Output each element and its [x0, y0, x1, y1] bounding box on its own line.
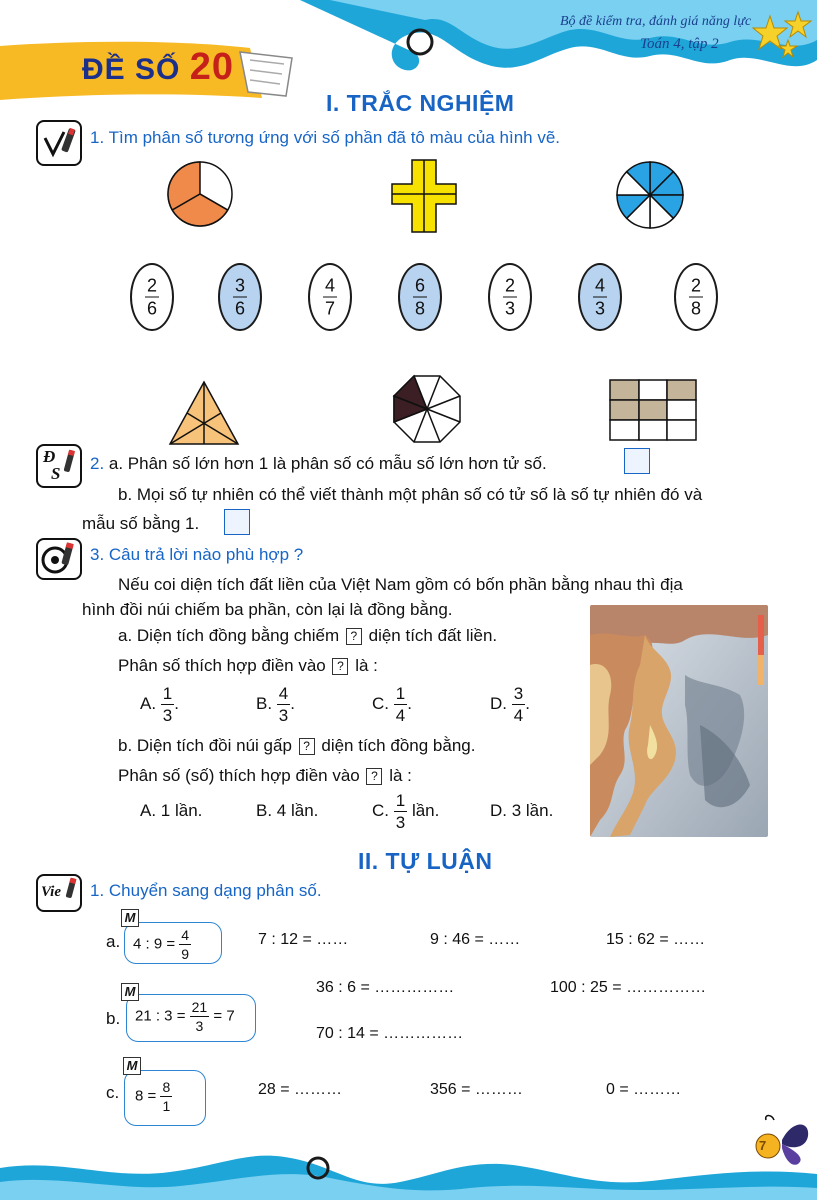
q3b-line1 — [118, 736, 475, 756]
q2-statement-b-line1: b. Mọi số tự nhiên có thể viết thành một phân số có tử số là số tự nhiên đó và — [118, 485, 703, 504]
denominator: 6 — [234, 298, 246, 319]
model-expression — [135, 1080, 172, 1113]
fraction-option[interactable] — [218, 263, 262, 331]
tag-false: S — [51, 464, 61, 483]
section-title-essay: II. TỰ LUẬN — [358, 848, 493, 874]
row-a-label: a. — [106, 932, 121, 951]
footer-wave-decoration — [0, 1128, 817, 1200]
denominator: 3 — [195, 1018, 204, 1034]
fraction-option[interactable] — [308, 263, 352, 331]
exam-label: ĐỀ SỐ — [82, 53, 181, 86]
fraction-option[interactable] — [674, 263, 718, 331]
denominator: 7 — [324, 298, 336, 319]
numerator: 2 — [146, 275, 158, 296]
model-example-a — [124, 910, 222, 964]
blank-box[interactable]: ? — [332, 658, 348, 675]
answer-box-q2a[interactable] — [624, 448, 650, 474]
option-label: A. — [140, 693, 157, 713]
numerator: 2 — [504, 275, 516, 296]
q2-statement-b-line2: mẫu số bằng 1. — [82, 514, 200, 533]
numerator: 4 — [181, 927, 190, 943]
numerator: 4 — [278, 684, 289, 703]
denominator: 8 — [414, 298, 426, 319]
true-false-tag — [36, 444, 82, 488]
model-pre: 8 = — [135, 1087, 157, 1105]
cross-figure — [390, 158, 458, 234]
numerator: 2 — [690, 275, 702, 296]
q3a-option-b[interactable]: B. $\frac{4}{3}$ . — [256, 684, 295, 725]
q3b-line2 — [118, 766, 412, 786]
denominator: 9 — [181, 946, 190, 962]
q3-intro-line1: Nếu coi diện tích đất liền của Việt Nam gồm có bốn phần bằng nhau thì địa — [118, 575, 683, 594]
q1-title: 1. Tìm phân số tương ứng với số phần đã tô màu của hình vẽ. — [90, 128, 561, 147]
numerator: 21 — [191, 999, 208, 1015]
octagon-eighths-figure — [392, 374, 462, 444]
e1-title: 1. Chuyển sang dạng phân số. — [90, 881, 322, 900]
q3a-line1-pre: a. Diện tích đồng bằng chiếm — [118, 626, 340, 645]
exercise-item[interactable]: 0 = ……… — [606, 1081, 682, 1098]
q3a-line1 — [118, 626, 497, 646]
tag-true: Đ — [43, 447, 56, 466]
denominator: 8 — [690, 298, 702, 319]
q3a-option-d[interactable]: D. $\frac{3}{4}$ . — [490, 684, 530, 725]
denominator: 3 — [504, 298, 516, 319]
denominator: 1 — [162, 1098, 171, 1114]
numerator: 3 — [513, 684, 524, 703]
model-tag: M — [123, 1057, 141, 1075]
numerator: 3 — [234, 275, 246, 296]
page-number: 7 — [759, 1138, 767, 1153]
rectangle-grid-figure — [608, 378, 698, 442]
q2-statement-a — [90, 454, 547, 474]
disc-pencil-icon — [36, 538, 82, 580]
q2-number: 2. — [90, 454, 105, 473]
book-subtitle: Toán 4, tập 2 — [640, 36, 719, 52]
q3a-option-c[interactable]: C. $\frac{1}{4}$ . — [372, 684, 412, 725]
option-label: D. — [490, 693, 507, 713]
q3a-line2-post: là : — [355, 656, 378, 675]
q3b-option-b[interactable]: B. 4 lần. — [256, 801, 319, 820]
numerator: 6 — [414, 275, 426, 296]
circle-thirds-figure — [166, 160, 234, 228]
vietnam-relief-map — [590, 605, 768, 837]
q3b-line1-post: diện tích đồng bằng. — [321, 736, 476, 755]
q3b-option-d[interactable]: D. 3 lần. — [490, 801, 554, 820]
denominator: 4 — [513, 706, 524, 725]
q3b-line2-pre: Phân số (số) thích hợp điền vào — [118, 766, 360, 785]
tick-pencil-icon — [36, 120, 82, 166]
section-title-multiple-choice: I. TRẮC NGHIỆM — [326, 90, 515, 116]
model-pre: 4 : 9 = — [133, 935, 176, 953]
exercise-item[interactable]: 7 : 12 = …… — [258, 931, 349, 948]
numerator: 1 — [395, 684, 406, 703]
numerator: 4 — [324, 275, 336, 296]
denominator: 3 — [278, 706, 289, 725]
option-label: C. — [372, 800, 389, 820]
model-example-c — [124, 1058, 206, 1126]
exercise-item[interactable]: 15 : 62 = …… — [606, 931, 706, 948]
exercise-item[interactable]: 100 : 25 = …………… — [550, 979, 707, 996]
book-title: Bộ đề kiểm tra, đánh giá năng lực — [560, 14, 752, 29]
denominator: 3 — [594, 298, 606, 319]
q3b-line2-post: là : — [389, 766, 412, 785]
circle-eighths-figure — [615, 160, 685, 230]
row-c-label: c. — [106, 1083, 120, 1102]
option-label: B. — [256, 693, 273, 713]
numerator: 8 — [162, 1079, 171, 1095]
model-tag: M — [121, 983, 139, 1001]
numerator: 4 — [594, 275, 606, 296]
q3a-line1-post: diện tích đất liền. — [368, 626, 498, 645]
model-example-b — [124, 984, 256, 1042]
q3a-line2-pre: Phân số thích hợp điền vào — [118, 656, 326, 675]
denominator: 6 — [146, 298, 158, 319]
blank-box[interactable]: ? — [346, 628, 362, 645]
q3-title: 3. Câu trả lời nào phù hợp ? — [90, 545, 304, 564]
q3-intro-line2: hình đồi núi chiếm ba phần, còn lại là đồng bằng. — [82, 600, 453, 619]
fraction-option[interactable] — [398, 263, 442, 331]
stars-decoration — [752, 6, 817, 68]
q3b-line1-pre: b. Diện tích đồi núi gấp — [118, 736, 292, 755]
q3b-option-c[interactable] — [372, 792, 439, 831]
answer-box-q2b[interactable] — [224, 509, 250, 535]
exercise-item[interactable]: 36 : 6 = …………… — [316, 979, 455, 996]
q2-a-text: a. Phân số lớn hơn 1 là phân số có mẫu số lớn hơn tử số. — [104, 454, 547, 473]
exercise-item[interactable]: 9 : 46 = …… — [430, 931, 521, 948]
exercise-item[interactable]: 356 = ……… — [430, 1081, 523, 1098]
exam-number: 20 — [189, 46, 234, 88]
fraction-option[interactable] — [488, 263, 532, 331]
q3b-option-a[interactable]: A. 1 lần. — [140, 801, 203, 820]
model-pre: 21 : 3 = — [135, 1007, 186, 1025]
option-suffix: lần. — [411, 800, 440, 820]
model-tag: M — [121, 909, 139, 927]
exam-number-heading — [82, 46, 234, 89]
blank-box[interactable]: ? — [299, 738, 315, 755]
denominator: 4 — [395, 706, 406, 725]
write-tag — [36, 874, 82, 912]
write-tag-text: Vie — [41, 884, 62, 900]
denominator: 3 — [162, 706, 173, 725]
row-b-label: b. — [106, 1009, 121, 1028]
model-expression — [133, 928, 191, 961]
numerator: 1 — [395, 791, 406, 810]
numerator: 1 — [162, 684, 173, 703]
exercise-item[interactable]: 70 : 14 = …………… — [316, 1025, 464, 1042]
triangle-sixths-figure — [168, 380, 240, 446]
exercise-item[interactable]: 28 = ……… — [258, 1081, 343, 1098]
denominator: 3 — [395, 813, 406, 832]
fraction-option[interactable] — [130, 263, 174, 331]
model-expression — [135, 1000, 235, 1033]
blank-box[interactable]: ? — [366, 768, 382, 785]
option-label: C. — [372, 693, 389, 713]
model-post: = 7 — [213, 1007, 235, 1025]
fraction-option[interactable] — [578, 263, 622, 331]
q3a-option-a[interactable]: A. $\frac{1}{3}$ . — [140, 684, 179, 725]
q3a-line2 — [118, 656, 378, 676]
